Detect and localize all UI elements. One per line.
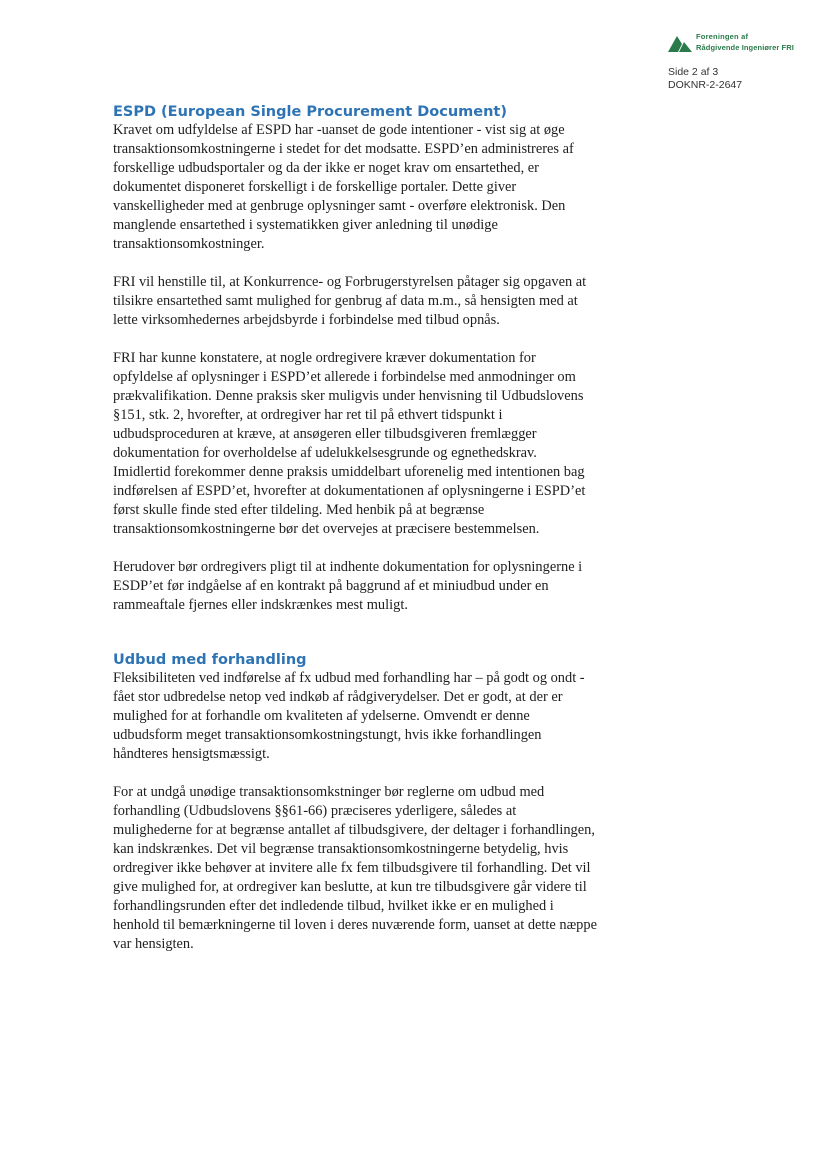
paragraph [113,349,683,539]
text-line: transaktionsomkostninger. [113,236,265,252]
text-line: transaktionsomkostningerne i stedet for det modsatte. ESPD’en administreres af [113,141,574,157]
text-line: opfyldelse af oplysninger i ESPD’et allerede i forbindelse med anmodninger om [113,369,576,385]
text-line: FRI har kunne konstatere, at nogle ordregivere kræver dokumentation for [113,350,536,366]
text-line: udbudsproceduren at kræve, at ansøgeren eller tilbudsgiveren fremlægger [113,426,537,442]
text-line: lette virksomhedernes arbejdsbyrde i forbindelse med tilbud opnås. [113,312,500,328]
document-number: DOKNR-2-2647 [668,79,743,91]
logo-line1: Foreningen af [696,32,749,41]
fri-logo [668,32,818,56]
page-number: Side 2 af 3 [668,66,719,78]
text-line: FRI vil henstille til, at Konkurrence- og Forbrugerstyrelsen påtager sig opgaven at [113,274,587,290]
paragraph [113,669,683,764]
text-line: håndteres hensigtsmæssigt. [113,746,270,762]
section-heading: ESPD (European Single Procurement Document) [113,104,507,120]
section-udbud-med-forhandling [113,652,683,954]
text-line: vanskelligheder med at genbruge oplysninger samt - overføre elektronisk. Den [113,198,566,214]
text-line: dokumentet disponeret forskelligt i de forskellige portaler. Dette giver [113,179,517,195]
text-line: var hensigten. [113,936,194,952]
paragraph [113,121,683,254]
text-line: Kravet om udfyldelse af ESPD har -uanset de gode intentioner - vist sig at øge [113,122,565,138]
text-line: forskellige udbudsportaler og da der ikke er noget krav om ensartethed, er [113,160,539,176]
text-line: indførelsen af ESPD’et, hvorefter at dokumentationen af oplysningerne i ESPD’et [113,483,586,499]
text-line: §151, stk. 2, hvorefter, at ordregiver har ret til på ethvert tidspunkt i [113,407,503,423]
text-line: manglende ensartethed i systematikken giver anledning til unødige [113,217,498,233]
paragraph [113,783,683,954]
text-line: henhold til bemærkningerne til loven i deres nuværende form, uanset at dette næppe [113,917,597,933]
text-line: Herudover bør ordregivers pligt til at indhente dokumentation for oplysningerne i [113,559,583,575]
logo-line2: Rådgivende Ingeniører FRI [696,43,794,52]
text-line: transaktionsomkostningerne bør det overvejes at præcisere bestemmelsen. [113,521,540,537]
section-heading: Udbud med forhandling [113,652,307,668]
document-info [668,66,742,92]
text-line: rammeaftale fjernes eller indskrænkes mest muligt. [113,597,408,613]
text-line: For at undgå unødige transaktionsomkstninger bør reglerne om udbud med [113,784,545,800]
paragraph [113,558,683,615]
text-line: mulighed for at forhandle om kvaliteten af ydelserne. Omvendt er denne [113,708,530,724]
document-body [113,104,683,954]
text-line: ordregiver ikke behøver at invitere alle fx fem tilbudsgivere til forhandling. Det vil [113,860,591,876]
text-line: Imidlertid forekommer denne praksis umiddelbart uforenelig med intentionen bag [113,464,585,480]
text-line: ESDP’et før indgåelse af en kontrakt på baggrund af et miniudbud under en [113,578,549,594]
text-line: prækvalifikation. Denne praksis sker muligvis under henvisning til Udbudslovens [113,388,584,404]
text-line: fået stor udbredelse netop ved indkøb af rådgiverydelser. Det er godt, at der er [113,689,563,705]
text-line: forhandlingsrunden efter det indledende tilbud, hvilket ikke er en mulighed i [113,898,554,914]
section-espd [113,104,683,615]
text-line: forhandling (Udbudslovens §§61-66) præciseres yderligere, således at [113,803,517,819]
paragraph [113,273,683,330]
text-line: mulighederne for at begrænse antallet af tilbudsgivere, der deltager i forhandlingen, [113,822,595,838]
text-line: dokumentation for overholdelse af udelukkelsesgrunde og egnethedskrav. [113,445,537,461]
text-line: kan indskrænkes. Det vil begrænse transaktionsomkostningerne betydelig, hvis [113,841,569,857]
text-line: give mulighed for, at ordregiver kan beslutte, at kun tre tilbudsgivere går videre til [113,879,587,895]
text-line: udbudsform meget transaktionsomkostningstungt, hvis ikke forhandlingen [113,727,542,743]
text-line: først skulle finde sted efter tildeling. Med henbik på at begrænse [113,502,485,518]
text-line: tilsikre ensartethed samt mulighed for genbrug af data m.m., så hensigten med at [113,293,578,309]
text-line: Fleksibiliteten ved indførelse af fx udbud med forhandling har – på godt og ondt - [113,670,585,686]
fri-logo-icon [668,34,692,52]
